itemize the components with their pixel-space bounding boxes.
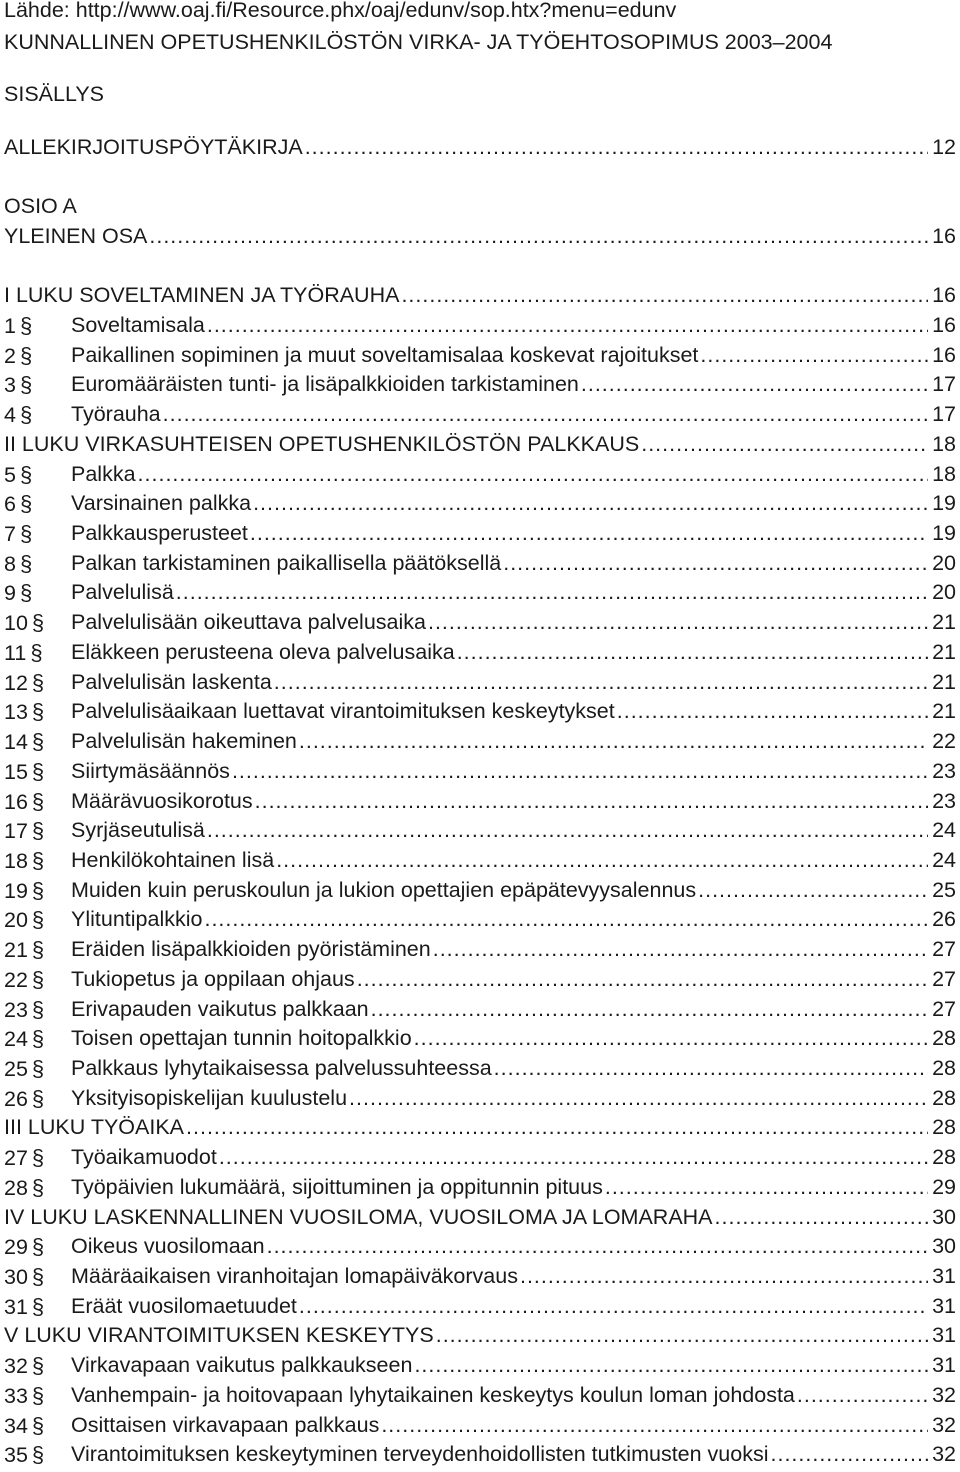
page-number: 16 [932, 224, 956, 248]
section-sign-icon: § [31, 1353, 45, 1379]
page-number: 22 [932, 729, 956, 754]
section-sign-icon: § [19, 461, 33, 487]
dot-leader [503, 549, 928, 579]
toc-title: Osittaisen virkavapaan palkkaus [71, 1412, 380, 1437]
dot-leader [274, 668, 928, 698]
dot-leader [715, 1203, 928, 1233]
section-sign-icon: § [19, 313, 33, 338]
section-sign-icon: § [31, 1145, 45, 1171]
toc-title: Henkilökohtainen lisä [71, 847, 275, 872]
page-number: 28 [932, 1026, 956, 1051]
toc-entry[interactable] [4, 1292, 956, 1322]
dot-leader [414, 1024, 928, 1054]
section-number: 30 [4, 1265, 28, 1290]
section-number: 28 [4, 1175, 28, 1200]
toc-entry[interactable] [4, 430, 956, 460]
dot-leader [219, 1143, 928, 1173]
toc-title: Syrjäseutulisä [71, 818, 205, 843]
section-number: 7 [4, 522, 16, 547]
toc-entry[interactable] [4, 697, 956, 727]
toc-entry[interactable] [4, 816, 956, 846]
toc-title: Eläkkeen perusteena oleva palvelusaika [71, 639, 455, 664]
section-sign-icon: § [31, 1293, 45, 1319]
section-number: 2 [4, 343, 16, 368]
toc-entry[interactable] [4, 727, 956, 757]
section-sign-icon: § [19, 342, 33, 368]
toc-title: Vanhempain- ja hoitovapaan lyhytaikainen keskeytys koulun loman johdosta [71, 1382, 795, 1407]
dot-leader [698, 876, 928, 906]
toc-title: YLEINEN OSA [4, 224, 148, 248]
dot-leader [299, 1292, 928, 1322]
page-number: 20 [932, 550, 956, 575]
toc-entry[interactable] [4, 460, 956, 490]
dot-leader [299, 727, 928, 757]
toc-title: Toisen opettajan tunnin hoitopalkkio [71, 1026, 412, 1051]
dot-leader [250, 519, 928, 549]
toc-title: Paikallinen sopiminen ja muut soveltamisalaa koskevat rajoitukset [71, 342, 699, 367]
toc-title: Tukiopetus ja oppilaan ohjaus [71, 966, 355, 991]
dot-leader [305, 133, 928, 163]
page-number: 16 [932, 283, 956, 307]
toc-title: Työrauha [71, 402, 161, 427]
toc-title: Palkka [71, 461, 136, 486]
page-number: 28 [932, 1085, 956, 1110]
section-sign-icon: § [31, 1412, 45, 1438]
section-sign-icon: § [31, 907, 45, 933]
page-number: 18 [932, 431, 956, 456]
toc-title: Määrävuosikorotus [71, 788, 253, 813]
toc-entry[interactable] [4, 1113, 956, 1143]
dot-leader [163, 400, 928, 430]
toc-title: ALLEKIRJOITUSPÖYTÄKIRJA [4, 135, 303, 159]
toc-entry[interactable] [4, 608, 956, 638]
section-sign-icon: § [19, 580, 33, 606]
page-number: 23 [932, 788, 956, 813]
toc-entry[interactable] [4, 1440, 956, 1470]
toc-entry[interactable] [4, 1381, 956, 1411]
page-number: 30 [932, 1204, 956, 1229]
page-number: 31 [932, 1293, 956, 1318]
page-number: 24 [932, 818, 956, 843]
dot-leader [232, 757, 928, 787]
toc-title: Palvelulisäaikaan luettavat virantoimituksen keskeytykset [71, 699, 615, 724]
toc-entry[interactable] [4, 1143, 956, 1173]
toc-entry[interactable] [4, 341, 956, 371]
page-number: 21 [932, 610, 956, 635]
section-number: 23 [4, 997, 28, 1022]
toc-title: Varsinainen palkka [71, 491, 252, 516]
page-number: 32 [932, 1382, 956, 1407]
section-sign-icon: § [31, 996, 45, 1022]
section-number: 13 [4, 700, 28, 725]
page-number: 31 [932, 1353, 956, 1378]
toc-title: Euromääräisten tunti- ja lisäpalkkioiden tarkistaminen [71, 372, 579, 397]
toc-entry[interactable] [4, 846, 956, 876]
section-number: 35 [4, 1443, 28, 1468]
page-number: 32 [932, 1442, 956, 1467]
toc-title: Määräaikaisen viranhoitajan lomapäiväkorvaus [71, 1264, 518, 1289]
section-sign-icon: § [31, 1085, 45, 1111]
section-sign-icon: § [31, 1174, 45, 1200]
toc-entry[interactable] [4, 578, 956, 608]
toc-title: Eräiden lisäpalkkioiden pyöristäminen [71, 937, 431, 962]
toc-title: III LUKU TYÖAIKA [4, 1115, 185, 1140]
dot-leader [149, 222, 928, 252]
toc-entry[interactable] [4, 1024, 956, 1054]
toc-title: IV LUKU LASKENNALLINEN VUOSILOMA, VUOSILOMA JA LOMARAHA [4, 1204, 713, 1229]
dot-leader [138, 460, 928, 490]
toc-title: Muiden kuin peruskoulun ja lukion opettajien epäpätevyysalennus [71, 877, 697, 902]
page-number: 18 [932, 461, 956, 486]
dot-leader [771, 1440, 928, 1470]
section-sign-icon: § [31, 699, 45, 725]
page-number: 21 [932, 639, 956, 664]
dot-leader [641, 430, 928, 460]
page-number: 26 [932, 907, 956, 932]
page-number: 29 [932, 1174, 956, 1199]
section-number: 4 [4, 403, 16, 428]
toc-entry[interactable] [4, 638, 956, 668]
dot-leader [267, 1232, 928, 1262]
toc-title: Työpäivien lukumäärä, sijoittuminen ja oppitunnin pituus [71, 1174, 603, 1199]
section-number: 33 [4, 1383, 28, 1408]
page-number: 17 [932, 402, 956, 427]
toc-title: II LUKU VIRKASUHTEISEN OPETUSHENKILÖSTÖN PALKKAUS [4, 431, 640, 456]
section-sign-icon: § [31, 610, 45, 636]
section-number: 1 [4, 314, 16, 338]
toc-entry[interactable] [4, 876, 956, 906]
section-sign-icon: § [31, 1056, 45, 1081]
section-number: 11 [4, 640, 27, 665]
section-number: 20 [4, 908, 28, 933]
toc-entry[interactable] [4, 1173, 956, 1203]
toc-entry[interactable] [4, 787, 956, 817]
toc-entry[interactable] [4, 995, 956, 1025]
page-number: 16 [932, 313, 956, 337]
dot-leader [700, 341, 928, 371]
toc-title: Virantoimituksen keskeytyminen terveydenhoidollisten tutkimusten vuoksi [71, 1442, 769, 1467]
toc-entry[interactable] [4, 1321, 956, 1351]
toc-title: V LUKU VIRANTOIMITUKSEN KESKEYTYS [4, 1323, 434, 1348]
dot-leader [457, 638, 928, 668]
section-number: 29 [4, 1235, 28, 1260]
toc-title: Yksityisopiskelijan kuulustelu [71, 1085, 348, 1110]
section-number: 19 [4, 878, 28, 903]
toc-title: Palvelulisän laskenta [71, 669, 272, 694]
page-number: 27 [932, 966, 956, 991]
section-sign-icon: § [31, 937, 45, 963]
page-number: 25 [932, 877, 956, 902]
section-number: 26 [4, 1086, 28, 1111]
page-number: 31 [932, 1323, 956, 1348]
section-sign-icon: § [31, 1442, 45, 1468]
section-number: 8 [4, 551, 16, 576]
toc-entry[interactable] [4, 935, 956, 965]
toc-title: Palvelulisä [71, 580, 174, 605]
toc-entry[interactable] [4, 1232, 956, 1262]
toc-title: Soveltamisala [71, 313, 205, 337]
toc-title: Oikeus vuosilomaan [71, 1234, 265, 1259]
dot-leader [349, 1084, 928, 1114]
page-number: 27 [932, 996, 956, 1021]
dot-leader [401, 281, 928, 311]
dot-leader [207, 816, 928, 846]
dot-leader [436, 1321, 928, 1351]
page-number: 31 [932, 1264, 956, 1289]
toc-title: Työaikamuodot [71, 1145, 217, 1170]
dot-leader [186, 1113, 928, 1143]
page-number: 32 [932, 1412, 956, 1437]
toc-entry[interactable] [4, 281, 956, 311]
section-number: 18 [4, 848, 28, 873]
section-sign-icon: § [31, 788, 45, 814]
toc-title: Palvelulisän hakeminen [71, 729, 297, 754]
dot-leader [357, 965, 928, 995]
toc-title: Erivapauden vaikutus palkkaan [71, 996, 369, 1021]
section-number: 3 [4, 373, 16, 398]
toc-entry[interactable] [4, 400, 956, 430]
page-number: 19 [932, 491, 956, 516]
page-number: 28 [932, 1115, 956, 1140]
toc-entry[interactable] [4, 192, 956, 222]
page-number: 21 [932, 699, 956, 724]
toc-entry[interactable] [4, 1203, 956, 1233]
toc-title: Palkkaus lyhytaikaisessa palvelussuhteessa [71, 1056, 492, 1080]
dot-leader [617, 697, 928, 727]
dot-leader [276, 846, 928, 876]
page-number: 17 [932, 372, 956, 397]
section-sign-icon: § [31, 1382, 45, 1408]
dot-leader [204, 905, 928, 935]
dot-leader [520, 1262, 928, 1292]
toc-entry[interactable] [4, 549, 956, 579]
toc-title: Palvelulisään oikeuttava palvelusaika [71, 610, 426, 635]
page-number: 20 [932, 580, 956, 605]
dot-leader [581, 370, 928, 400]
toc-entry[interactable] [4, 1054, 956, 1084]
dot-leader [253, 489, 928, 519]
section-sign-icon: § [31, 877, 45, 903]
toc-entry[interactable] [4, 757, 956, 787]
page-number: 21 [932, 669, 956, 694]
toc-entry[interactable] [4, 519, 956, 549]
page-number: 19 [932, 521, 956, 546]
section-number: 6 [4, 492, 16, 517]
section-sign-icon: § [31, 1234, 45, 1260]
section-sign-icon: § [31, 818, 45, 844]
section-number: 27 [4, 1146, 28, 1171]
section-number: 16 [4, 789, 28, 814]
section-number: 14 [4, 730, 28, 755]
dot-leader [414, 1351, 928, 1381]
page-number: 12 [932, 135, 956, 159]
page-number: 28 [932, 1056, 956, 1080]
section-sign-icon: § [19, 491, 33, 517]
toc-entry[interactable] [4, 311, 956, 341]
dot-leader [255, 787, 928, 817]
section-number: 10 [4, 611, 28, 636]
section-number: 15 [4, 759, 28, 784]
dot-leader [428, 608, 928, 638]
toc-entry[interactable] [4, 222, 956, 252]
section-sign-icon: § [31, 1264, 45, 1290]
toc-title: Palkkausperusteet [71, 521, 248, 546]
section-sign-icon: § [31, 966, 45, 992]
toc-title: Ylituntipalkkio [71, 907, 203, 932]
section-number: 32 [4, 1354, 28, 1379]
section-number: 9 [4, 581, 16, 606]
dot-leader [207, 311, 928, 341]
toc-entry[interactable] [4, 1351, 956, 1381]
toc-entry[interactable] [4, 489, 956, 519]
toc-title: OSIO A [4, 194, 77, 218]
section-sign-icon: § [31, 847, 45, 873]
section-number: 31 [4, 1294, 28, 1319]
section-sign-icon: § [31, 669, 45, 695]
section-number: 12 [4, 670, 28, 695]
page-number: 23 [932, 758, 956, 783]
toc-entry[interactable] [4, 370, 956, 400]
dot-leader [176, 578, 928, 608]
source-line: Lähde: http://www.oaj.fi/Resource.phx/oaj/edunv/sop.htx?menu=edunv [4, 0, 677, 22]
dot-leader [605, 1173, 928, 1203]
toc-title: Eräät vuosilomaetuudet [71, 1293, 297, 1318]
toc-title: Palkan tarkistaminen paikallisella päätöksellä [71, 550, 502, 575]
contents-heading: SISÄLLYS [4, 82, 104, 106]
page-number: 27 [932, 937, 956, 962]
toc-entry[interactable] [4, 668, 956, 698]
dot-leader [797, 1381, 928, 1411]
page-number: 16 [932, 342, 956, 367]
section-number: 22 [4, 967, 28, 992]
toc-title: I LUKU SOVELTAMINEN JA TYÖRAUHA [4, 283, 400, 307]
toc-entry[interactable] [4, 1411, 956, 1441]
section-sign-icon: § [19, 550, 33, 576]
section-sign-icon: § [30, 639, 43, 665]
section-number: 25 [4, 1057, 28, 1081]
section-number: 34 [4, 1413, 28, 1438]
section-sign-icon: § [31, 729, 45, 755]
document-title: KUNNALLINEN OPETUSHENKILÖSTÖN VIRKA- JA TYÖEHTOSOPIMUS 2003–2004 [4, 30, 833, 54]
toc-entry[interactable] [4, 133, 956, 163]
toc-title: Virkavapaan vaikutus palkkaukseen [71, 1353, 413, 1378]
toc-entry[interactable] [4, 1084, 956, 1114]
dot-leader [381, 1411, 928, 1441]
page-number: 24 [932, 847, 956, 872]
dot-leader [371, 995, 928, 1025]
section-number: 17 [4, 819, 28, 844]
section-sign-icon: § [19, 402, 33, 428]
section-number: 24 [4, 1027, 28, 1052]
dot-leader [433, 935, 928, 965]
dot-leader [494, 1054, 928, 1084]
section-sign-icon: § [31, 1026, 45, 1052]
page-number: 28 [932, 1145, 956, 1170]
section-sign-icon: § [19, 372, 33, 398]
section-sign-icon: § [31, 758, 45, 784]
section-number: 5 [4, 462, 16, 487]
toc-title: Siirtymäsäännös [71, 758, 230, 783]
toc-entry[interactable] [4, 965, 956, 995]
page-number: 30 [932, 1234, 956, 1259]
section-sign-icon: § [19, 521, 33, 547]
toc-entry[interactable] [4, 1262, 956, 1292]
section-number: 21 [4, 938, 28, 963]
toc-entry[interactable] [4, 905, 956, 935]
